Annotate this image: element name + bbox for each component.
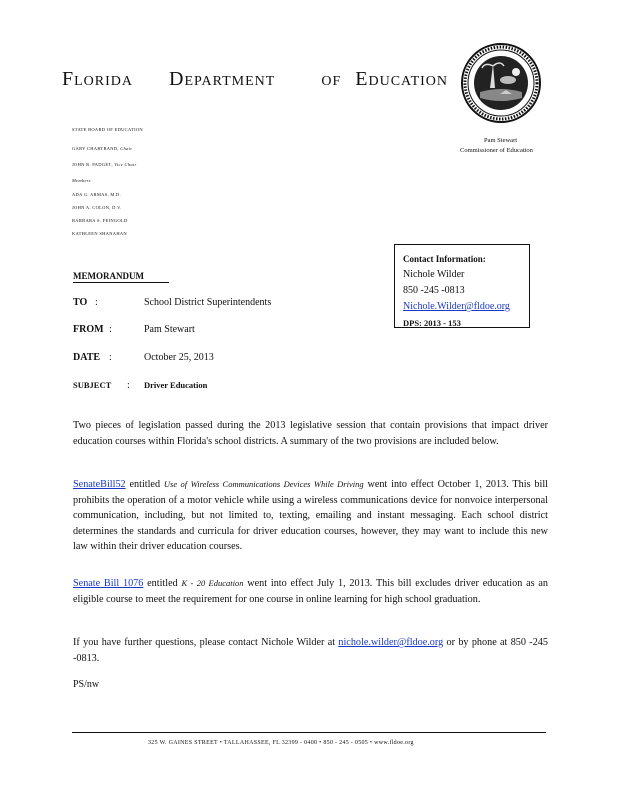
date-row: DATE : October 25, 2013: [73, 352, 214, 363]
footer-divider: [72, 732, 546, 733]
contact-name: Nichole Wilder: [403, 269, 465, 280]
contact-sentence-start: If you have further questions, please contact Nichole Wilder at: [73, 637, 339, 648]
from-row: FROM : Pam Stewart: [73, 324, 195, 335]
commissioner-title: Commissioner of Education: [460, 147, 533, 154]
bill-description: went into effect October 1, 2013. This bill prohibits the operation of a motor vehicle while using a wireless communications device for nonvoice interpersonal communication, including, but not limited to, texting, emailing and instant messaging. Each school district determines the standards and curricula for driver education courses, however, they may want to include this new law within their driver education courses.: [73, 479, 548, 552]
member-item: ADA G. ARMAS, M.D.: [72, 192, 122, 197]
subject-label: SUBJECT: [73, 380, 112, 390]
member-item: JOHN A. COLON, D.V.: [72, 205, 122, 210]
contact-box: [394, 244, 530, 328]
bill-title: Use of Wireless Communications Devices While Driving: [163, 479, 364, 489]
title-initial-d: D: [169, 68, 185, 90]
nichole-wilder-email-link[interactable]: nichole.wilder@fldoe.org: [338, 637, 444, 648]
title-initial-e: E: [355, 68, 369, 90]
members-label: Members: [72, 178, 91, 183]
memo-heading: MEMORANDUM: [73, 271, 169, 283]
dps-number: DPS: 2013 - 153: [403, 318, 461, 328]
body-paragraph-intro: Two pieces of legislation passed during the 2013 legislative session that contain provisions that impact driver education courses within Florida's school districts. A summary of the two provisions are included below.: [73, 420, 548, 447]
senate-bill-52-link[interactable]: SenateBill52: [73, 479, 126, 490]
footer-address: 325 W. GAINES STREET • TALLAHASSEE, FL 32399 - 0400 • 850 - 245 - 0505 • www.fldoe.org: [148, 740, 414, 746]
member-item: BARBARA S. FEINGOLD: [72, 218, 128, 223]
subject-row: SUBJECT : Driver Education: [73, 380, 208, 391]
board-member-name: GARY CHARTRAND: [72, 146, 118, 151]
title-epartment: EPARTMENT: [184, 74, 276, 89]
bill-title: K - 20 Education: [181, 578, 244, 588]
body-paragraph-sb1076: [73, 576, 548, 607]
senate-bill-1076-link[interactable]: Senate Bill 1076: [73, 578, 144, 589]
contact-heading: Contact Information:: [403, 254, 486, 264]
body-paragraph-sb52: [73, 477, 548, 555]
contact-email-link[interactable]: Nichole.Wilder@fldoe.org: [403, 301, 510, 312]
entitled-text: entitled: [143, 578, 182, 589]
subject-value: Driver Education: [144, 380, 208, 390]
page-title: [62, 68, 448, 91]
board-heading: STATE BOARD OF EDUCATION: [72, 127, 143, 132]
board-member-name: JOHN R. PADGET: [72, 162, 112, 167]
from-label: FROM: [73, 324, 104, 335]
commissioner-name: Pam Stewart: [484, 137, 518, 144]
body-paragraph-contact: [73, 635, 548, 666]
board-member-role: , Vice Chair: [111, 162, 137, 167]
title-initial-f: F: [62, 68, 75, 90]
title-of: OF: [321, 74, 342, 89]
to-label: TO: [73, 297, 88, 308]
member-item: KATHLEEN SHANAHAN: [72, 231, 127, 236]
initials: PS/nw: [73, 679, 100, 690]
date-label: DATE: [73, 352, 101, 363]
contact-phone: 850 -245 -0813: [403, 285, 465, 296]
to-value: School District Superintendents: [144, 297, 272, 308]
contact-sentence-end: or by phone at 850 -245 -0813.: [73, 637, 548, 664]
title-lorida: LORIDA: [74, 74, 134, 89]
title-ducation: DUCATION: [368, 74, 449, 89]
board-member-role: , Chair: [117, 146, 133, 151]
bill-description: went into effect July 1, 2013. This bill excludes driver education as an eligible course to meet the requirement for one course in online learning for high school graduation.: [73, 578, 548, 605]
board-member-chair: [72, 146, 132, 151]
date-value: October 25, 2013: [144, 352, 214, 363]
board-member-vice-chair: [72, 162, 137, 167]
entitled-text: entitled: [125, 479, 164, 490]
to-row: TO : School District Superintendents: [73, 297, 272, 308]
from-value: Pam Stewart: [144, 324, 195, 335]
state-seal-icon: [460, 42, 542, 124]
